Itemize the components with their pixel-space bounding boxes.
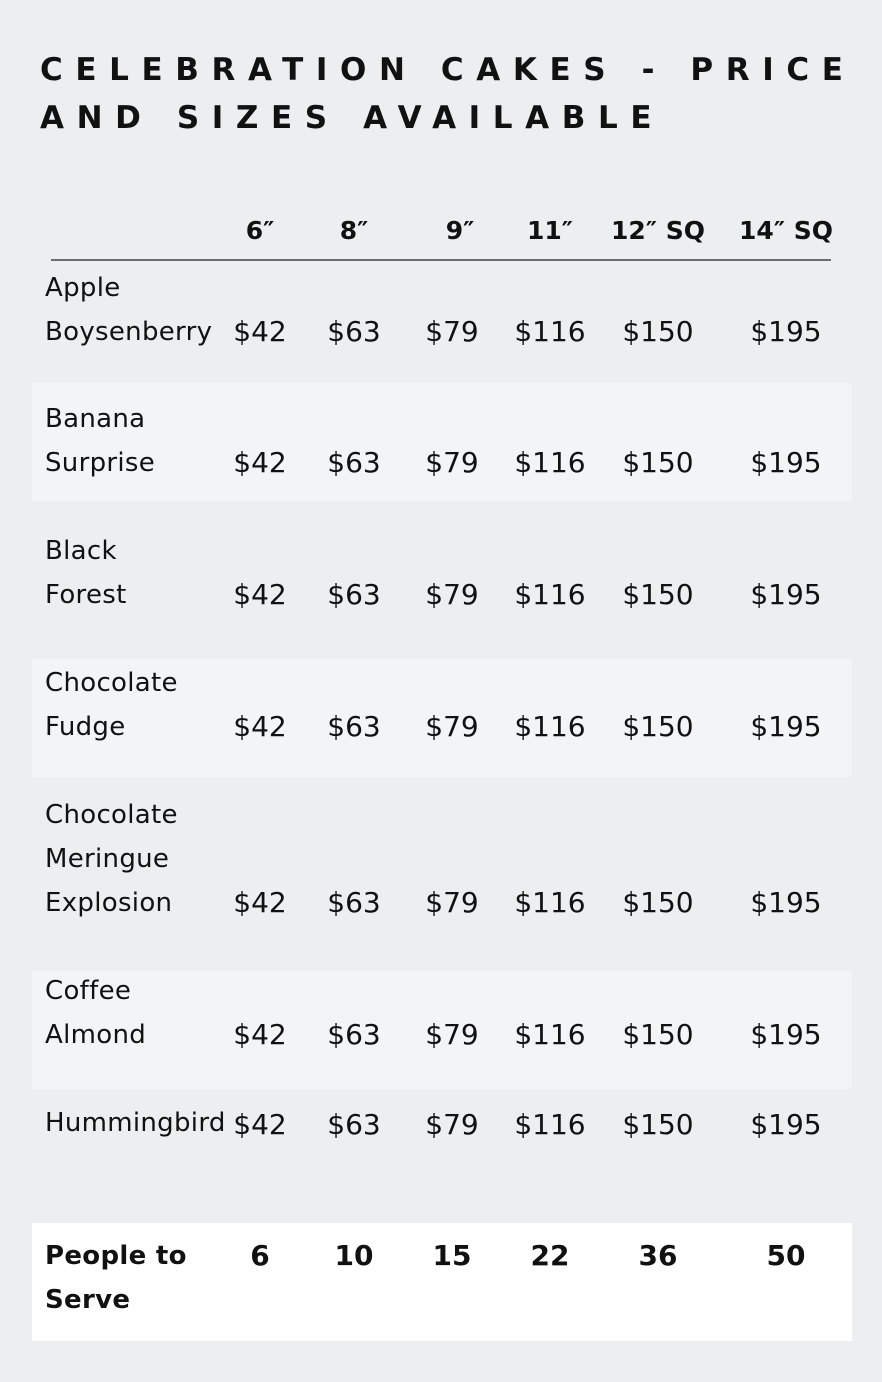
serves-count: 22 bbox=[530, 1239, 570, 1272]
column-header-14in-sq: 14″ SQ bbox=[739, 216, 833, 245]
price-cell: $42 bbox=[233, 446, 287, 479]
price-cell: $195 bbox=[750, 315, 822, 348]
price-cell: $195 bbox=[750, 446, 822, 479]
table-row bbox=[32, 791, 852, 951]
price-cell: $79 bbox=[425, 578, 479, 611]
price-cell: $42 bbox=[233, 710, 287, 743]
price-cell: $63 bbox=[327, 1018, 381, 1051]
column-header-11in: 11″ bbox=[527, 216, 573, 245]
header-divider bbox=[51, 259, 831, 261]
serves-count: 6 bbox=[250, 1239, 270, 1272]
table-row bbox=[32, 1101, 852, 1151]
table-row bbox=[32, 266, 852, 376]
price-cell: $79 bbox=[425, 446, 479, 479]
price-cell: $63 bbox=[327, 578, 381, 611]
cake-name: Banana Surprise bbox=[45, 404, 156, 478]
price-cell: $150 bbox=[622, 315, 694, 348]
price-cell: $63 bbox=[327, 446, 381, 479]
price-cell: $116 bbox=[514, 1018, 586, 1051]
price-cell: $195 bbox=[750, 886, 822, 919]
cake-name: Coffee Almond bbox=[45, 976, 147, 1050]
price-cell: $63 bbox=[327, 886, 381, 919]
price-cell: $63 bbox=[327, 710, 381, 743]
price-cell: $150 bbox=[622, 578, 694, 611]
price-cell: $116 bbox=[514, 578, 586, 611]
table-row bbox=[32, 515, 852, 633]
price-cell: $116 bbox=[514, 886, 586, 919]
serves-count: 15 bbox=[432, 1239, 472, 1272]
serves-count: 10 bbox=[334, 1239, 374, 1272]
price-cell: $79 bbox=[425, 1108, 479, 1141]
price-cell: $79 bbox=[425, 710, 479, 743]
price-cell: $195 bbox=[750, 1108, 822, 1141]
cake-name: Hummingbird bbox=[45, 1108, 226, 1138]
page-title: CELEBRATION CAKES - PRICE AND SIZES AVAILABLE bbox=[40, 52, 856, 136]
price-cell: $42 bbox=[233, 1018, 287, 1051]
table-row bbox=[32, 659, 852, 777]
price-cell: $63 bbox=[327, 1108, 381, 1141]
column-header-9in: 9″ bbox=[445, 216, 475, 245]
serves-label: People to Serve bbox=[45, 1241, 187, 1315]
price-cell: $195 bbox=[750, 1018, 822, 1051]
price-cell: $150 bbox=[622, 446, 694, 479]
price-cell: $195 bbox=[750, 710, 822, 743]
price-cell: $116 bbox=[514, 315, 586, 348]
serves-count: 50 bbox=[766, 1239, 806, 1272]
price-cell: $150 bbox=[622, 1018, 694, 1051]
serves-row bbox=[32, 1223, 852, 1341]
cake-name: Black Forest bbox=[45, 536, 127, 610]
price-cell: $42 bbox=[233, 1108, 287, 1141]
table-row bbox=[32, 383, 852, 501]
column-header-8in: 8″ bbox=[339, 216, 369, 245]
serves-count: 36 bbox=[638, 1239, 678, 1272]
price-cell: $63 bbox=[327, 315, 381, 348]
price-cell: $150 bbox=[622, 886, 694, 919]
price-cell: $42 bbox=[233, 578, 287, 611]
price-cell: $42 bbox=[233, 886, 287, 919]
cake-name: Apple Boysenberry bbox=[45, 273, 213, 347]
price-cell: $150 bbox=[622, 710, 694, 743]
price-cell: $116 bbox=[514, 446, 586, 479]
price-cell: $195 bbox=[750, 578, 822, 611]
table-row bbox=[32, 971, 852, 1089]
price-cell: $116 bbox=[514, 1108, 586, 1141]
cake-name: Chocolate Fudge bbox=[45, 668, 178, 742]
price-cell: $116 bbox=[514, 710, 586, 743]
price-cell: $79 bbox=[425, 1018, 479, 1051]
column-header-12in-sq: 12″ SQ bbox=[611, 216, 705, 245]
price-cell: $79 bbox=[425, 315, 479, 348]
size-header-row bbox=[0, 210, 882, 252]
cake-name: Chocolate Meringue Explosion bbox=[45, 800, 178, 918]
price-cell: $79 bbox=[425, 886, 479, 919]
price-cell: $42 bbox=[233, 315, 287, 348]
price-cell: $150 bbox=[622, 1108, 694, 1141]
column-header-6in: 6″ bbox=[245, 216, 275, 245]
